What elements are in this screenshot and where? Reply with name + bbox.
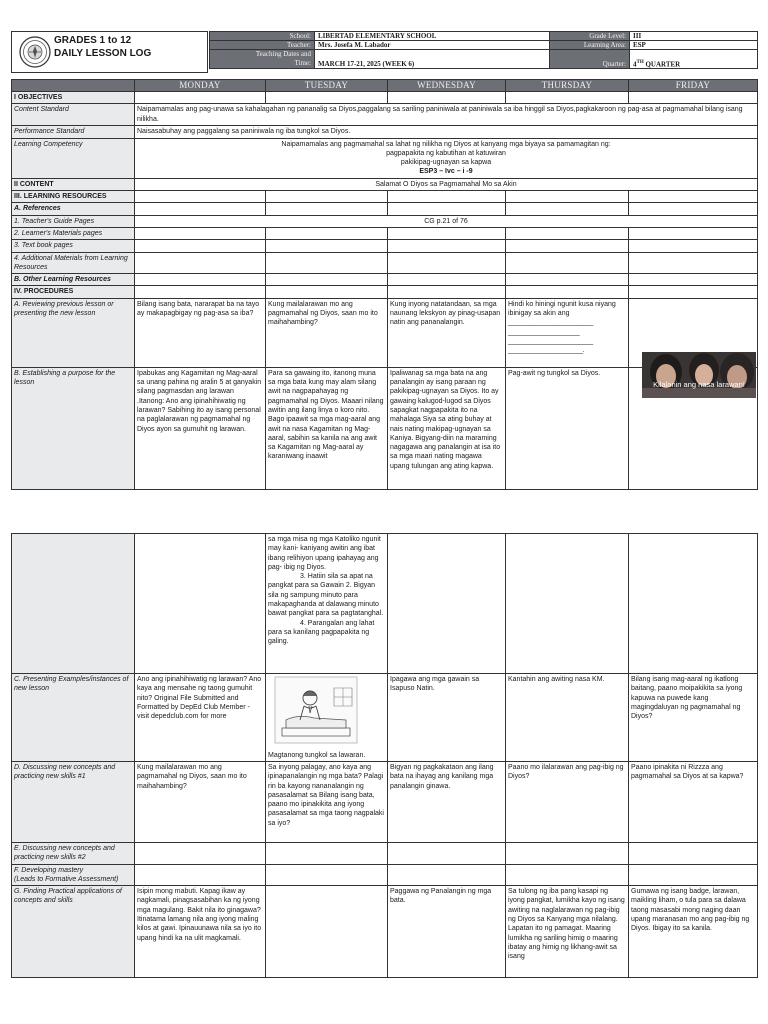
objectives-label: I OBJECTIVES [12,92,135,104]
references-label: A. References [12,203,135,215]
title-grades: GRADES 1 to 12 [54,35,132,46]
procedures-label: IV. PROCEDURES [12,286,135,298]
learners-materials-label: 2. Learner's Materials pages [12,227,135,239]
proc-a-label: A. Reviewing previous lesson or presenting the new lesson [12,298,135,367]
proc-c-label: C. Presenting Examples/instances of new lesson [12,674,135,762]
teachers-guide-label: 1. Teacher's Guide Pages [12,215,135,227]
cont-label [12,534,135,674]
day-wednesday: WEDNESDAY [388,80,506,92]
cont-friday [629,534,758,674]
dates-value: MARCH 17-21, 2025 (WEEK 6) [315,50,550,69]
lesson-table-page1 [11,79,757,490]
proc-c-wednesday: Ipagawa ang mga gawain sa Isapuso Natin. [388,674,506,762]
content-label: II CONTENT [12,178,135,190]
proc-d-monday: Kung mailalarawan mo ang pagmamahal ng Diyos, saan mo ito maihahambing? [135,762,266,843]
lesson-log-header [11,31,757,73]
content-value: Salamat O Diyos sa Pagmamahal Mo sa Akin [135,178,758,190]
proc-g-friday: Gumawa ng isang badge, larawan, maikling liham, o tula para sa dalawa taong masasabi mong naging daan upang maranasan mo ang pag-ibig ng Diyos. Ibigay ito sa kanila. [629,886,758,978]
cont-thursday [506,534,629,674]
additional-materials-label: 4. Additional Materials from Learning Resources [12,252,135,274]
quarter-label: Quarter: [550,50,630,69]
corner-cell [12,80,135,92]
header-info-table [209,31,758,69]
proc-a-monday: Bilang isang bata, nararapat ba na tayo ay makapagbigay ng pag-asa sa iba? [135,298,266,367]
performance-standard-value: Naisasabuhay ang paggalang sa paniniwala ng iba tungkol sa Diyos. [135,126,758,138]
proc-a-wednesday: Kung inyong natatandaan, sa mga naunang lekskyon ay pinag-usapan natin ang pananalangin. [388,298,506,367]
day-tuesday: TUESDAY [266,80,388,92]
dates-label: Teaching Dates and Time: [210,50,315,69]
proc-c-thursday: Kantahin ang awiting nasa KM. [506,674,629,762]
proc-g-tuesday [266,886,388,978]
textbook-label: 3. Text book pages [12,240,135,252]
grade-value: III [630,32,758,41]
photo-caption: Kilalanin ang nasa larawan! [653,380,745,389]
proc-b-label: B. Establishing a purpose for the lesson [12,367,135,489]
proc-d-wednesday: Bigyan ng pagkakataon ang ilang bata na ihayag ang kanilang mga panalangin ginawa. [388,762,506,843]
deped-seal-icon [19,36,51,68]
performance-standard-label: Performance Standard [12,126,135,138]
illustration-caption: Magtanong tungkol sa lawaran. [268,751,366,759]
child-praying-illustration [274,676,358,744]
proc-g-monday: Isipin mong mabuti. Kapag ikaw ay nagkamali, pinagsasabihan ka ng iyong mga magulang. Bakit nila ito ginagawa? Itinatama lamang nila ang iyong maling kilos at gawi. Ipinauunawa nila sa iyo ito upang hindi ka na ulit magkamali. [135,886,266,978]
day-monday: MONDAY [135,80,266,92]
cont-tuesday: sa mga misa ng mga Katoliko ngunit may kani- kaniyang awitin ang ibat ibang relihiyon upang ipahayag ang pag- ibig ng Diyos. 3. Hatiin sila sa apat na pangkat para sa Gawain 2. Bigyan sila ng sampung minuto para makapaghanda at dalawang minuto bawat pangkat para sa pagtatanghal. 4. Parangalan ang lahat para sa kanilang pagpapakita ng galing. [266,534,388,674]
content-standard-label: Content Standard [12,104,135,126]
resources-label: III. LEARNING RESOURCES [12,191,135,203]
title-box [11,31,208,73]
lesson-table-page2 [11,533,757,978]
children-photo-image [642,352,756,398]
teacher-value: Mrs. Josefa M. Labador [315,41,550,50]
proc-g-thursday: Sa tulong ng iba pang kasapi ng iyong pangkat, lumikha kayo ng isang awiting na naglalarawan ng pag-ibig ng Diyos sa Kanyang mga nilalang. Lapatan ito ng pamagat. Maaring lumikha ng sariling himig o maaring ibatay ang himig ng likhang-awit sa isang [506,886,629,978]
day-friday: FRIDAY [629,80,758,92]
proc-b-tuesday: Para sa gawaing ito, itanong muna sa mga bata kung may alam silang awit na nagpapahayag ng pagmamahal ng Diyos. Maaari nilang awitin ang ilang linya o koro nito. Bago ipaawit sa mga mag-aaral ang awit na nasa Kagamitan ng Mag-aaral, sabihin sa kanila na ang awit sa Kagamitan ng Mag-aaral ay karaniwang inaawit [266,367,388,489]
area-value: ESP [630,41,758,50]
school-value: LIBERTAD ELEMENTARY SCHOOL [315,32,550,41]
learning-competency-value: Naipamamalas ang pagmamahal sa lahat ng nilikha ng Diyos at kanyang mga biyaya sa pamamagitan ng: pagpapakita ng kabutihan at katuwiran pakikipag-ugnayan sa kapwa ESP3 – Ivc – i -9 [135,138,758,178]
proc-c-friday: Bilang isang mag-aaral ng ikatlong baitang, paano moipakikita sa iyong kapuwa na puwede kang magingdaluyan ng pagmamahal ng Diyos? [629,674,758,762]
title-daily-lesson-log: DAILY LESSON LOG [54,48,152,59]
cont-wednesday [388,534,506,674]
learning-competency-label: Learning Competency [12,138,135,178]
other-resources-label: B. Other Learning Resources [12,274,135,286]
children-photo [642,352,756,398]
proc-d-friday: Paano ipinakita ni Rizzza ang pagmamahal sa Diyos at sa kapwa? [629,762,758,843]
proc-d-thursday: Paano mo ilalarawan ang pag-ibig ng Diyos? [506,762,629,843]
teachers-guide-value: CG p.21 of 76 [135,215,758,227]
proc-b-thursday: Pag-awit ng tungkol sa Diyos. [506,367,629,489]
proc-a-thursday: Hindi ko hiningi ngunit kusa niyang ibinigay sa akin ang _________________________ _____________________ _________________________ ______________________. [506,298,629,367]
cont-monday [135,534,266,674]
grade-label: Grade Level: [550,32,630,41]
teacher-label: Teacher: [210,41,315,50]
proc-a-tuesday: Kung mailalarawan mo ang pagmamahal ng Diyos, saan mo ito maihahambing? [266,298,388,367]
school-label: School: [210,32,315,41]
proc-b-monday: Ipabukas ang Kagamitan ng Mag-aaral sa unang pahina ng aralin 5 at ganyakin silang pagmasdan ang larawan .Itanong: Ano ang ipinahihiwatig ng larawan? Sabihing ito ay isang personal na paglalarawan ng pagmamahal ng Diyos ayon sa gumuhit ng larawan. [135,367,266,489]
content-standard-value: Naipamamalas ang pag-unawa sa kahalagahan ng pananalig sa Diyos,paggalang sa sariling paniniwala at paniniwala sa iba hinggil sa Diyos,pagkakaroon ng pag-asa at pagmamahal bilang isang nilikha. [135,104,758,126]
proc-g-label: G. Finding Practical applications of concepts and skills [12,886,135,978]
proc-f-label: F. Developing mastery (Leads to Formative Assessment) [12,864,135,886]
day-thursday: THURSDAY [506,80,629,92]
proc-e-label: E. Discussing new concepts and practicing new skills #2 [12,843,135,865]
proc-d-tuesday: Sa inyong palagay, ano kaya ang ipinapanalangin ng mga bata? Palagi rin ba kayong nananalangin ng pasasalamat sa Bilang isang bata, paano mo ipinakikita ang iyong pasasalamat sa mga taong nagpalaki sa iyo? [266,762,388,843]
area-label: Learning Area: [550,41,630,50]
quarter-value: 4TH QUARTER [630,50,758,69]
proc-c-monday: Ano ang ipinahihiwatig ng larawan? Ano kaya ang mensahe ng taong gumuhit nito? Original File Submitted and Formatted by DepEd Club Member - visit depedclub.com for more [135,674,266,762]
proc-b-wednesday: Ipaliwanag sa mga bata na ang panalangin ay isang paraan ng pakikipag-ugnayan sa Diyos. Ito ay gawaing kalugod-lugod sa Diyos sapagkat nagpapakita ito na mahalaga Siya sa ating buhay at nais nating makipag-ugnayan sa Kaniya. Bigyang-diin na maraming nagagawa ang panalangin at isa ito sa mga maari nating magawa upang tulungan ang ating kapwa. [388,367,506,489]
proc-g-wednesday: Paggawa ng Panalangin ng mga bata. [388,886,506,978]
proc-d-label: D. Discussing new concepts and practicing new skills #1 [12,762,135,843]
proc-c-tuesday [266,674,388,762]
